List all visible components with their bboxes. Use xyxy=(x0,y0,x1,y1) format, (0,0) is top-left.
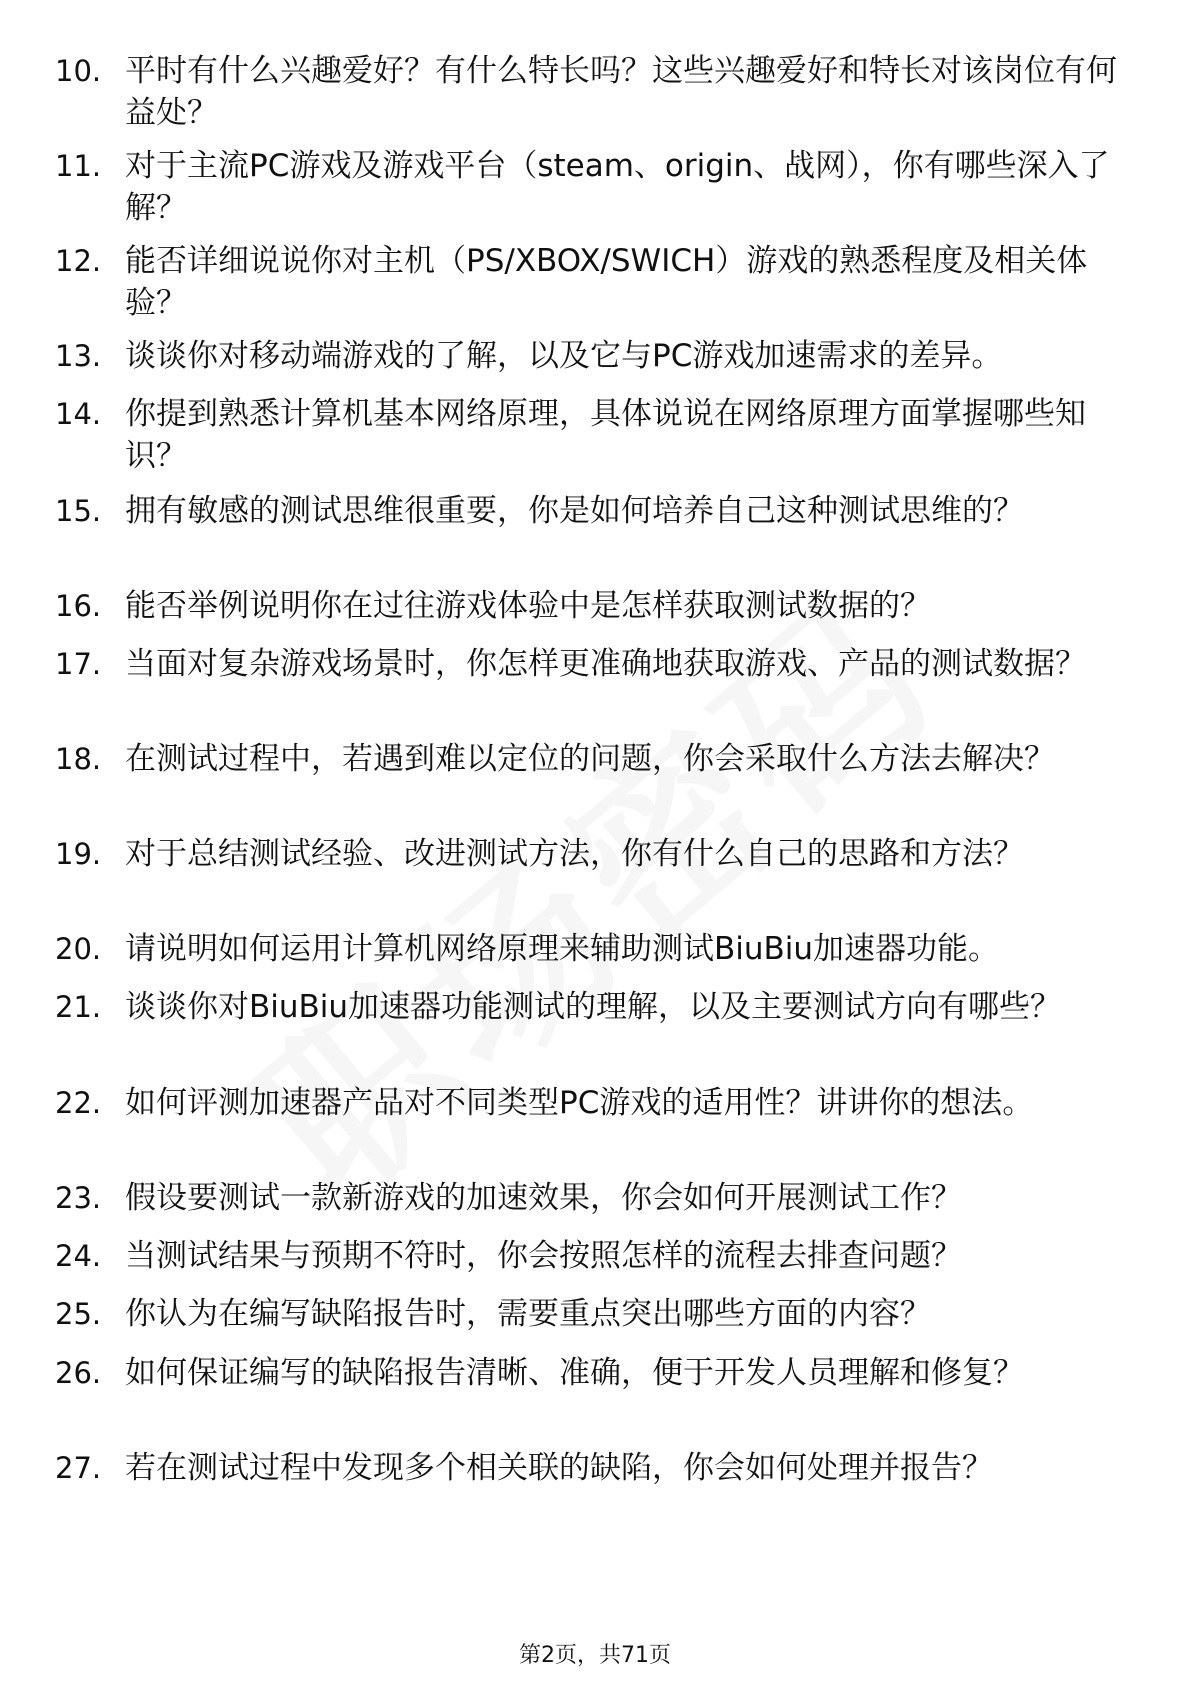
question-number: 23. xyxy=(55,1181,102,1215)
question-number: 27. xyxy=(55,1451,102,1485)
question-text: 能否举例说明你在过往游戏体验中是怎样获取测试数据的？ xyxy=(125,588,931,624)
question-text: 平时有什么兴趣爱好？有什么特长吗？这些兴趣爱好和特长对该岗位有何益处？ xyxy=(125,53,1117,131)
question-number: 24. xyxy=(55,1239,102,1273)
question-number: 26. xyxy=(55,1356,102,1390)
question-number: 25. xyxy=(55,1297,102,1331)
question-number: 22. xyxy=(55,1086,102,1120)
question-text: 你认为在编写缺陷报告时，需要重点突出哪些方面的内容？ xyxy=(125,1296,931,1332)
question-number: 20. xyxy=(55,932,102,966)
question-text: 若在测试过程中发现多个相关联的缺陷，你会如何处理并报告？ xyxy=(125,1450,993,1486)
question-text: 对于主流PC游戏及游戏平台（steam、origin、战网），你有哪些深入了解？ xyxy=(125,148,1110,226)
question-text: 如何评测加速器产品对不同类型PC游戏的适用性？讲讲你的想法。 xyxy=(125,1085,1034,1121)
question-number: 15. xyxy=(55,494,102,528)
question-text: 请说明如何运用计算机网络原理来辅助测试BiuBiu加速器功能。 xyxy=(125,931,1000,967)
question-number: 18. xyxy=(55,742,102,776)
question-text: 拥有敏感的测试思维很重要，你是如何培养自己这种测试思维的？ xyxy=(125,493,1024,529)
question-text: 能否详细说说你对主机（PS/XBOX/SWICH）游戏的熟悉程度及相关体验？ xyxy=(125,243,1088,321)
question-number: 14. xyxy=(55,397,102,431)
question-text: 谈谈你对移动端游戏的了解，以及它与PC游戏加速需求的差异。 xyxy=(125,338,1003,374)
question-number: 12. xyxy=(55,244,102,278)
question-number: 11. xyxy=(55,149,102,183)
page-footer: 第2页，共71页 xyxy=(519,1643,671,1668)
question-number: 21. xyxy=(55,990,102,1024)
question-text: 你提到熟悉计算机基本网络原理，具体说说在网络原理方面掌握哪些知识？ xyxy=(125,396,1086,474)
question-text: 当测试结果与预期不符时，你会按照怎样的流程去排查问题？ xyxy=(125,1238,962,1274)
question-text: 当面对复杂游戏场景时，你怎样更准确地获取游戏、产品的测试数据？ xyxy=(125,646,1086,682)
question-number: 10. xyxy=(55,54,102,88)
question-text: 谈谈你对BiuBiu加速器功能测试的理解，以及主要测试方向有哪些？ xyxy=(125,989,1062,1025)
question-text: 对于总结测试经验、改进测试方法，你有什么自己的思路和方法？ xyxy=(125,836,1024,872)
question-number: 19. xyxy=(55,837,102,871)
question-text: 如何保证编写的缺陷报告清晰、准确，便于开发人员理解和修复？ xyxy=(125,1355,1024,1391)
question-text: 在测试过程中，若遇到难以定位的问题，你会采取什么方法去解决？ xyxy=(125,741,1055,777)
question-number: 16. xyxy=(55,589,102,623)
question-number: 17. xyxy=(55,647,102,681)
question-number: 13. xyxy=(55,339,102,373)
question-text: 假设要测试一款新游戏的加速效果，你会如何开展测试工作？ xyxy=(125,1180,962,1216)
